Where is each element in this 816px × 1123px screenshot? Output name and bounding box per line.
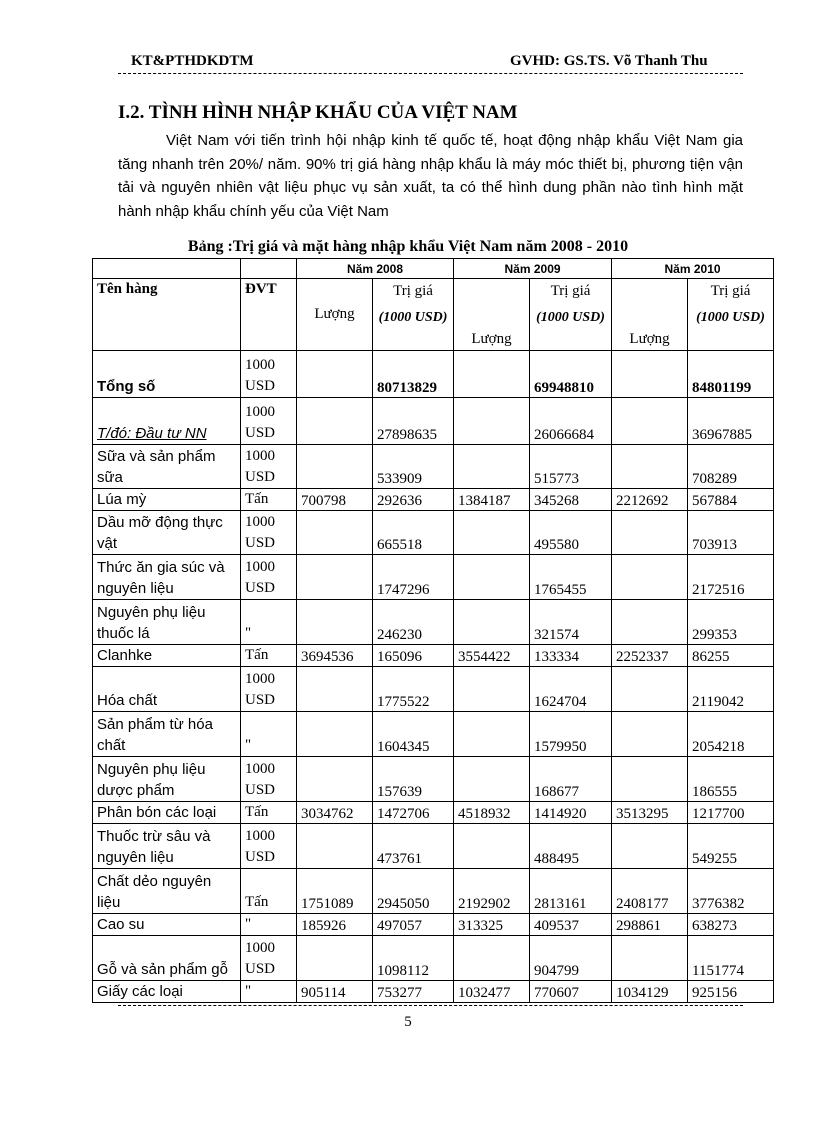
qty-2009 xyxy=(454,398,530,445)
qty-2009: 4518932 xyxy=(454,802,530,824)
value-2008: 1472706 xyxy=(373,802,454,824)
qty-2008 xyxy=(297,667,373,712)
value-2010: 549255 xyxy=(688,824,774,869)
value-header-2010 xyxy=(688,279,774,351)
value-unit: (1000 USD) xyxy=(378,310,448,325)
value-2010: 567884 xyxy=(688,489,774,511)
value-2010: 708289 xyxy=(688,445,774,489)
qty-2008: 700798 xyxy=(297,489,373,511)
table-row xyxy=(93,914,774,936)
qty-header-2010: Lượng xyxy=(612,279,688,351)
qty-2008: 185926 xyxy=(297,914,373,936)
value-2010: 1217700 xyxy=(688,802,774,824)
value-2010: 186555 xyxy=(688,757,774,802)
table-row xyxy=(93,667,774,712)
value-2009: 345268 xyxy=(530,489,612,511)
qty-2008 xyxy=(297,511,373,555)
value-2008: 80713829 xyxy=(373,351,454,398)
table-row xyxy=(93,936,774,981)
table-row xyxy=(93,555,774,600)
qty-2008 xyxy=(297,351,373,398)
header-right: GVHD: GS.TS. Võ Thanh Thu xyxy=(510,53,708,69)
qty-2008: 1751089 xyxy=(297,869,373,914)
value-2010: 2119042 xyxy=(688,667,774,712)
row-unit: 1000 USD xyxy=(241,445,297,489)
intro-paragraph: Việt Nam với tiến trình hội nhập kinh tế quốc tế, hoạt động nhập khẩu Việt Nam gia tăng nhanh trên 20%/ năm. 90% trị giá hàng nhập khẩu là máy móc thiết bị, phương tiện vận tải và nguyên nhiên vật liệu phục vụ sản xuất, ta có thể hình dung phần nào tình hình mặt hành nhập khẩu chính yếu của Việt Nam xyxy=(118,132,743,220)
qty-2008: 905114 xyxy=(297,981,373,1003)
table-row xyxy=(93,600,774,645)
qty-2009 xyxy=(454,445,530,489)
value-2009: 409537 xyxy=(530,914,612,936)
value-2008: 292636 xyxy=(373,489,454,511)
qty-2010: 1034129 xyxy=(612,981,688,1003)
row-unit: 1000 USD xyxy=(241,351,297,398)
row-name: Sản phẩm từ hóa chất xyxy=(93,712,241,757)
row-name: Lúa mỳ xyxy=(93,489,241,511)
value-2008: 2945050 xyxy=(373,869,454,914)
qty-2010 xyxy=(612,511,688,555)
value-2008: 533909 xyxy=(373,445,454,489)
value-2008: 1604345 xyxy=(373,712,454,757)
value-2008: 1747296 xyxy=(373,555,454,600)
qty-2009: 1384187 xyxy=(454,489,530,511)
row-name: Cao su xyxy=(93,914,241,936)
qty-2009: 1032477 xyxy=(454,981,530,1003)
year-2008-header: Năm 2008 xyxy=(297,259,454,279)
value-label: Trị giá xyxy=(393,283,433,299)
col-unit-header: ĐVT xyxy=(241,279,297,351)
qty-2010 xyxy=(612,445,688,489)
row-unit: Tấn xyxy=(241,645,297,667)
value-2009: 168677 xyxy=(530,757,612,802)
value-label: Trị giá xyxy=(710,283,751,299)
value-2010: 1151774 xyxy=(688,936,774,981)
value-2009: 1765455 xyxy=(530,555,612,600)
row-name: T/đó: Đầu tư NN xyxy=(93,398,241,445)
value-2010: 3776382 xyxy=(688,869,774,914)
qty-2009 xyxy=(454,936,530,981)
value-2008: 473761 xyxy=(373,824,454,869)
qty-2010 xyxy=(612,757,688,802)
qty-2009: 3554422 xyxy=(454,645,530,667)
value-2009: 515773 xyxy=(530,445,612,489)
qty-2008 xyxy=(297,445,373,489)
value-2008: 1098112 xyxy=(373,936,454,981)
qty-2008 xyxy=(297,398,373,445)
table-row xyxy=(93,802,774,824)
qty-2010: 3513295 xyxy=(612,802,688,824)
table-row xyxy=(93,511,774,555)
value-unit: (1000 USD) xyxy=(696,310,765,325)
header-blank xyxy=(93,259,241,279)
qty-2010: 2212692 xyxy=(612,489,688,511)
value-header-2009 xyxy=(530,279,612,351)
table-row xyxy=(93,398,774,445)
value-2009: 904799 xyxy=(530,936,612,981)
value-2010: 84801199 xyxy=(688,351,774,398)
row-unit: 1000 USD xyxy=(241,757,297,802)
value-2008: 753277 xyxy=(373,981,454,1003)
value-2010: 2172516 xyxy=(688,555,774,600)
row-unit: Tấn xyxy=(241,802,297,824)
table-row xyxy=(93,712,774,757)
value-2009: 1414920 xyxy=(530,802,612,824)
row-name: Phân bón các loại xyxy=(93,802,241,824)
value-2009: 770607 xyxy=(530,981,612,1003)
row-unit: 1000 USD xyxy=(241,398,297,445)
qty-2010 xyxy=(612,600,688,645)
row-name: Nguyên phụ liệu dược phẩm xyxy=(93,757,241,802)
row-unit: " xyxy=(241,914,297,936)
value-2008: 665518 xyxy=(373,511,454,555)
table-row xyxy=(93,824,774,869)
row-name: Gỗ và sản phẩm gỗ xyxy=(93,936,241,981)
row-unit: Tấn xyxy=(241,869,297,914)
qty-2009 xyxy=(454,511,530,555)
qty-2010 xyxy=(612,936,688,981)
qty-header-2009: Lượng xyxy=(454,279,530,351)
value-2009: 2813161 xyxy=(530,869,612,914)
row-name: Dầu mỡ động thực vật xyxy=(93,511,241,555)
row-unit: 1000 USD xyxy=(241,936,297,981)
year-2009-header: Năm 2009 xyxy=(454,259,612,279)
qty-2009 xyxy=(454,824,530,869)
qty-2009 xyxy=(454,600,530,645)
value-2009: 495580 xyxy=(530,511,612,555)
table-caption: Bảng :Trị giá và mặt hàng nhập khẩu Việt Nam năm 2008 - 2010 xyxy=(187,238,629,255)
year-2010-header: Năm 2010 xyxy=(612,259,774,279)
value-unit: (1000 USD) xyxy=(536,310,605,325)
table-row xyxy=(93,445,774,489)
row-name: Clanhke xyxy=(93,645,241,667)
qty-2010: 298861 xyxy=(612,914,688,936)
value-2010: 86255 xyxy=(688,645,774,667)
qty-2008 xyxy=(297,712,373,757)
qty-2008 xyxy=(297,936,373,981)
value-2010: 925156 xyxy=(688,981,774,1003)
qty-2009 xyxy=(454,757,530,802)
value-2008: 157639 xyxy=(373,757,454,802)
row-name: Nguyên phụ liệu thuốc lá xyxy=(93,600,241,645)
value-2009: 488495 xyxy=(530,824,612,869)
value-2009: 1579950 xyxy=(530,712,612,757)
qty-2010 xyxy=(612,351,688,398)
qty-2008 xyxy=(297,824,373,869)
value-2010: 2054218 xyxy=(688,712,774,757)
row-name: Giấy các loại xyxy=(93,981,241,1003)
qty-2010 xyxy=(612,667,688,712)
header-divider xyxy=(118,73,743,74)
qty-2008 xyxy=(297,555,373,600)
qty-2009 xyxy=(454,667,530,712)
value-2009: 321574 xyxy=(530,600,612,645)
row-unit: " xyxy=(241,981,297,1003)
qty-2008: 3034762 xyxy=(297,802,373,824)
qty-2008 xyxy=(297,757,373,802)
value-2008: 246230 xyxy=(373,600,454,645)
row-unit: 1000 USD xyxy=(241,555,297,600)
import-table xyxy=(92,258,774,1003)
section-title: I.2. TÌNH HÌNH NHẬP KHẨU CỦA VIỆT NAM xyxy=(118,102,518,123)
table-row xyxy=(93,757,774,802)
value-label: Trị giá xyxy=(550,283,591,299)
value-2009: 133334 xyxy=(530,645,612,667)
qty-2009 xyxy=(454,351,530,398)
table-row xyxy=(93,489,774,511)
header-left: KT&PTHDKDTM xyxy=(131,53,254,69)
qty-2010 xyxy=(612,712,688,757)
row-unit: " xyxy=(241,712,297,757)
value-2009: 1624704 xyxy=(530,667,612,712)
value-2009: 26066684 xyxy=(530,398,612,445)
value-2008: 27898635 xyxy=(373,398,454,445)
qty-2009: 2192902 xyxy=(454,869,530,914)
row-unit: " xyxy=(241,600,297,645)
qty-2009 xyxy=(454,712,530,757)
row-unit: Tấn xyxy=(241,489,297,511)
value-2008: 497057 xyxy=(373,914,454,936)
value-2008: 165096 xyxy=(373,645,454,667)
value-2010: 36967885 xyxy=(688,398,774,445)
page-number: 5 xyxy=(404,1014,412,1030)
table-row xyxy=(93,351,774,398)
qty-2010: 2252337 xyxy=(612,645,688,667)
qty-2010 xyxy=(612,555,688,600)
row-unit: 1000 USD xyxy=(241,824,297,869)
qty-2010 xyxy=(612,398,688,445)
col-name-header: Tên hàng xyxy=(93,279,241,351)
qty-2010: 2408177 xyxy=(612,869,688,914)
qty-2010 xyxy=(612,824,688,869)
value-header-2008 xyxy=(373,279,454,351)
qty-2009: 313325 xyxy=(454,914,530,936)
row-unit: 1000 USD xyxy=(241,511,297,555)
qty-header-2008: Lượng xyxy=(297,279,373,351)
qty-2008: 3694536 xyxy=(297,645,373,667)
qty-2009 xyxy=(454,555,530,600)
qty-2008 xyxy=(297,600,373,645)
table-row xyxy=(93,981,774,1003)
value-2009: 69948810 xyxy=(530,351,612,398)
value-2008: 1775522 xyxy=(373,667,454,712)
header-blank xyxy=(241,259,297,279)
row-name: Sữa và sản phẩm sữa xyxy=(93,445,241,489)
table-row xyxy=(93,645,774,667)
row-name: Thuốc trừ sâu và nguyên liệu xyxy=(93,824,241,869)
table-row xyxy=(93,869,774,914)
value-2010: 638273 xyxy=(688,914,774,936)
value-2010: 703913 xyxy=(688,511,774,555)
row-name: Tổng số xyxy=(93,351,241,398)
row-unit: 1000 USD xyxy=(241,667,297,712)
row-name: Thức ăn gia súc và nguyên liệu xyxy=(93,555,241,600)
row-name: Chất dẻo nguyên liệu xyxy=(93,869,241,914)
footer-divider xyxy=(118,1005,743,1006)
row-name: Hóa chất xyxy=(93,667,241,712)
value-2010: 299353 xyxy=(688,600,774,645)
